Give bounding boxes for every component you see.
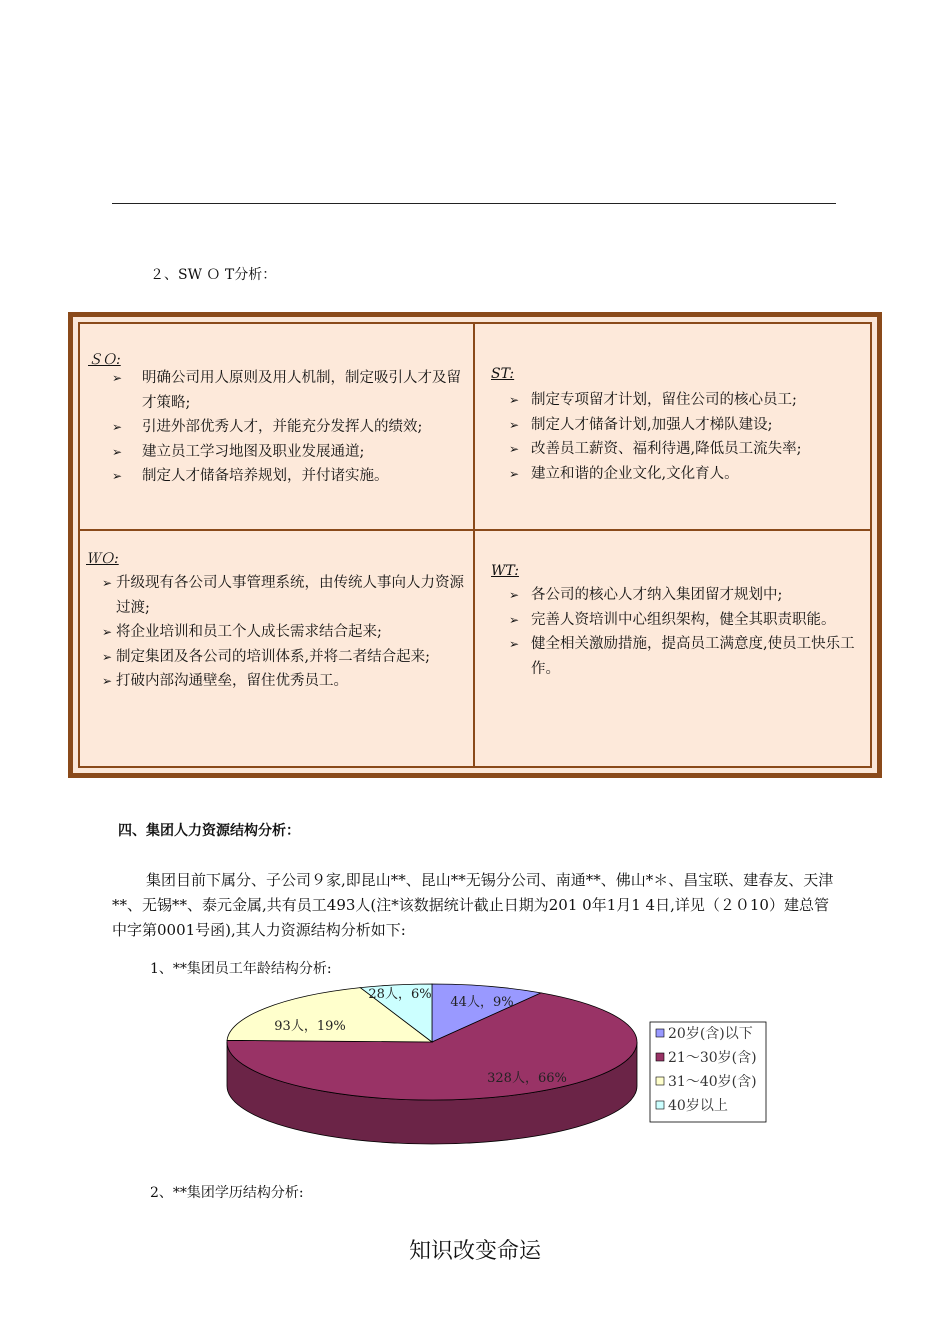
swot-wo-item	[102, 669, 472, 694]
pie-data-label: 28人，6%	[368, 987, 432, 1002]
legend-swatch	[656, 1053, 664, 1061]
pie-data-label: 44人，9%	[450, 995, 514, 1010]
swot-so-item	[98, 366, 468, 415]
arrow-bullet-icon: ➢	[509, 466, 520, 481]
swot-st-list	[509, 388, 869, 486]
arrow-bullet-icon: ➢	[509, 442, 520, 456]
pie-data-label: 328人，66%	[487, 1071, 567, 1086]
arrow-bullet-icon: ➢	[509, 612, 520, 627]
legend-label: 20岁(含)以下	[668, 1026, 753, 1042]
footer-slogan: 知识改变命运	[408, 1239, 541, 1264]
swot-so-item-text: 制定人才储备培养规划，并付诸实施。	[142, 468, 389, 484]
arrow-bullet-icon: ➢	[112, 420, 123, 434]
swot-wt-item-text: 各公司的核心人才纳入集团留才规划中;	[531, 587, 783, 603]
arrow-bullet-icon: ➢	[112, 469, 123, 483]
swot-wt-item-text: 健全相关激励措施，提高员工满意度,使员工快乐工作。	[531, 636, 855, 677]
swot-wo-item	[102, 645, 472, 670]
swot-so-item-text: 建立员工学习地图及职业发展通道;	[142, 443, 365, 460]
arrow-bullet-icon: ➢	[102, 649, 113, 664]
swot-st-item	[509, 437, 869, 462]
section-heading-structure: 四、集团人力资源结构分析：	[118, 823, 300, 839]
swot-so-item-text: 明确公司用人原则及用人机制，制定吸引人才及留才策略;	[142, 370, 461, 411]
swot-st-item	[509, 413, 869, 438]
swot-st-item-text: 建立和谐的企业文化,文化育人。	[531, 465, 739, 482]
swot-st-title: ST:	[491, 366, 515, 382]
legend-swatch	[656, 1101, 664, 1109]
arrow-bullet-icon: ➢	[509, 393, 520, 407]
arrow-bullet-icon: ➢	[509, 588, 520, 602]
legend-label: 40岁以上	[668, 1098, 728, 1114]
swot-subheading: ２、SW Ｏ T分析：	[150, 267, 277, 283]
swot-so-item	[98, 440, 468, 465]
legend-swatch	[656, 1077, 664, 1085]
age-pie-chart	[220, 980, 780, 1165]
arrow-bullet-icon: ➢	[102, 674, 113, 688]
swot-st-cell	[475, 324, 870, 531]
swot-table	[68, 312, 882, 778]
swot-wt-cell	[475, 531, 870, 766]
arrow-bullet-icon: ➢	[102, 576, 113, 590]
swot-wo-item-text: 制定集团及各公司的培训体系,并将二者结合起来;	[116, 648, 430, 665]
swot-so-title: ＳＯ:	[88, 352, 121, 368]
swot-wo-cell	[80, 531, 475, 766]
swot-st-item	[509, 462, 869, 487]
swot-wo-item-text: 将企业培训和员工个人成长需求结合起来;	[116, 624, 382, 640]
age-subheading: 1、**集团员工年龄结构分析:	[150, 961, 332, 977]
swot-wt-title: WT:	[491, 563, 519, 579]
pie-data-label: 93人，19%	[274, 1019, 346, 1034]
swot-wt-list	[509, 583, 865, 681]
swot-wo-list	[102, 571, 472, 694]
swot-so-item	[98, 464, 468, 489]
swot-st-item-text: 制定专项留才计划，留住公司的核心员工;	[531, 392, 797, 408]
arrow-bullet-icon: ➢	[102, 625, 113, 639]
legend-label: 21～30岁(含)	[668, 1050, 757, 1066]
swot-wt-item-text: 完善人资培训中心组织架构，健全其职责职能。	[531, 611, 836, 628]
arrow-bullet-icon: ➢	[112, 371, 123, 385]
arrow-bullet-icon: ➢	[509, 637, 520, 651]
structure-paragraph: 集团目前下属分、子公司９家,即昆山**、昆山**无锡分公司、南通**、佛山*＊、昌宝联、建春友、天津**、无锡**、泰元金属,共有员工493人(注*该数据统计截止日期为201 0年1月1 4日,详见（２０10）建总管中字第0001号函),其人力资源结构分析如下:	[112, 871, 834, 939]
legend-label: 31～40岁(含)	[668, 1074, 757, 1090]
swot-wt-item	[509, 632, 865, 681]
swot-so-item	[98, 415, 468, 440]
swot-wo-item	[102, 571, 472, 620]
header-rule	[112, 203, 836, 204]
arrow-bullet-icon: ➢	[112, 444, 123, 459]
swot-wo-item-text: 打破内部沟通壁垒，留住优秀员工。	[116, 673, 348, 689]
swot-wo-item	[102, 620, 472, 645]
arrow-bullet-icon: ➢	[509, 417, 520, 432]
swot-wo-title: ＷＯ:	[86, 551, 119, 567]
swot-st-item-text: 制定人才储备计划,加强人才梯队建设;	[531, 416, 773, 433]
legend-swatch	[656, 1029, 664, 1037]
swot-so-cell	[80, 324, 475, 531]
swot-st-item	[509, 388, 869, 413]
swot-so-list	[98, 366, 468, 489]
swot-wt-item	[509, 583, 865, 608]
swot-st-item-text: 改善员工薪资、福利待遇,降低员工流失率;	[531, 441, 802, 457]
swot-wo-item-text: 升级现有各公司人事管理系统，由传统人事向人力资源过渡;	[116, 575, 464, 616]
swot-wt-item	[509, 608, 865, 633]
swot-so-item-text: 引进外部优秀人才，并能充分发挥人的绩效;	[142, 419, 423, 435]
education-subheading: 2、**集团学历结构分析:	[150, 1185, 304, 1201]
